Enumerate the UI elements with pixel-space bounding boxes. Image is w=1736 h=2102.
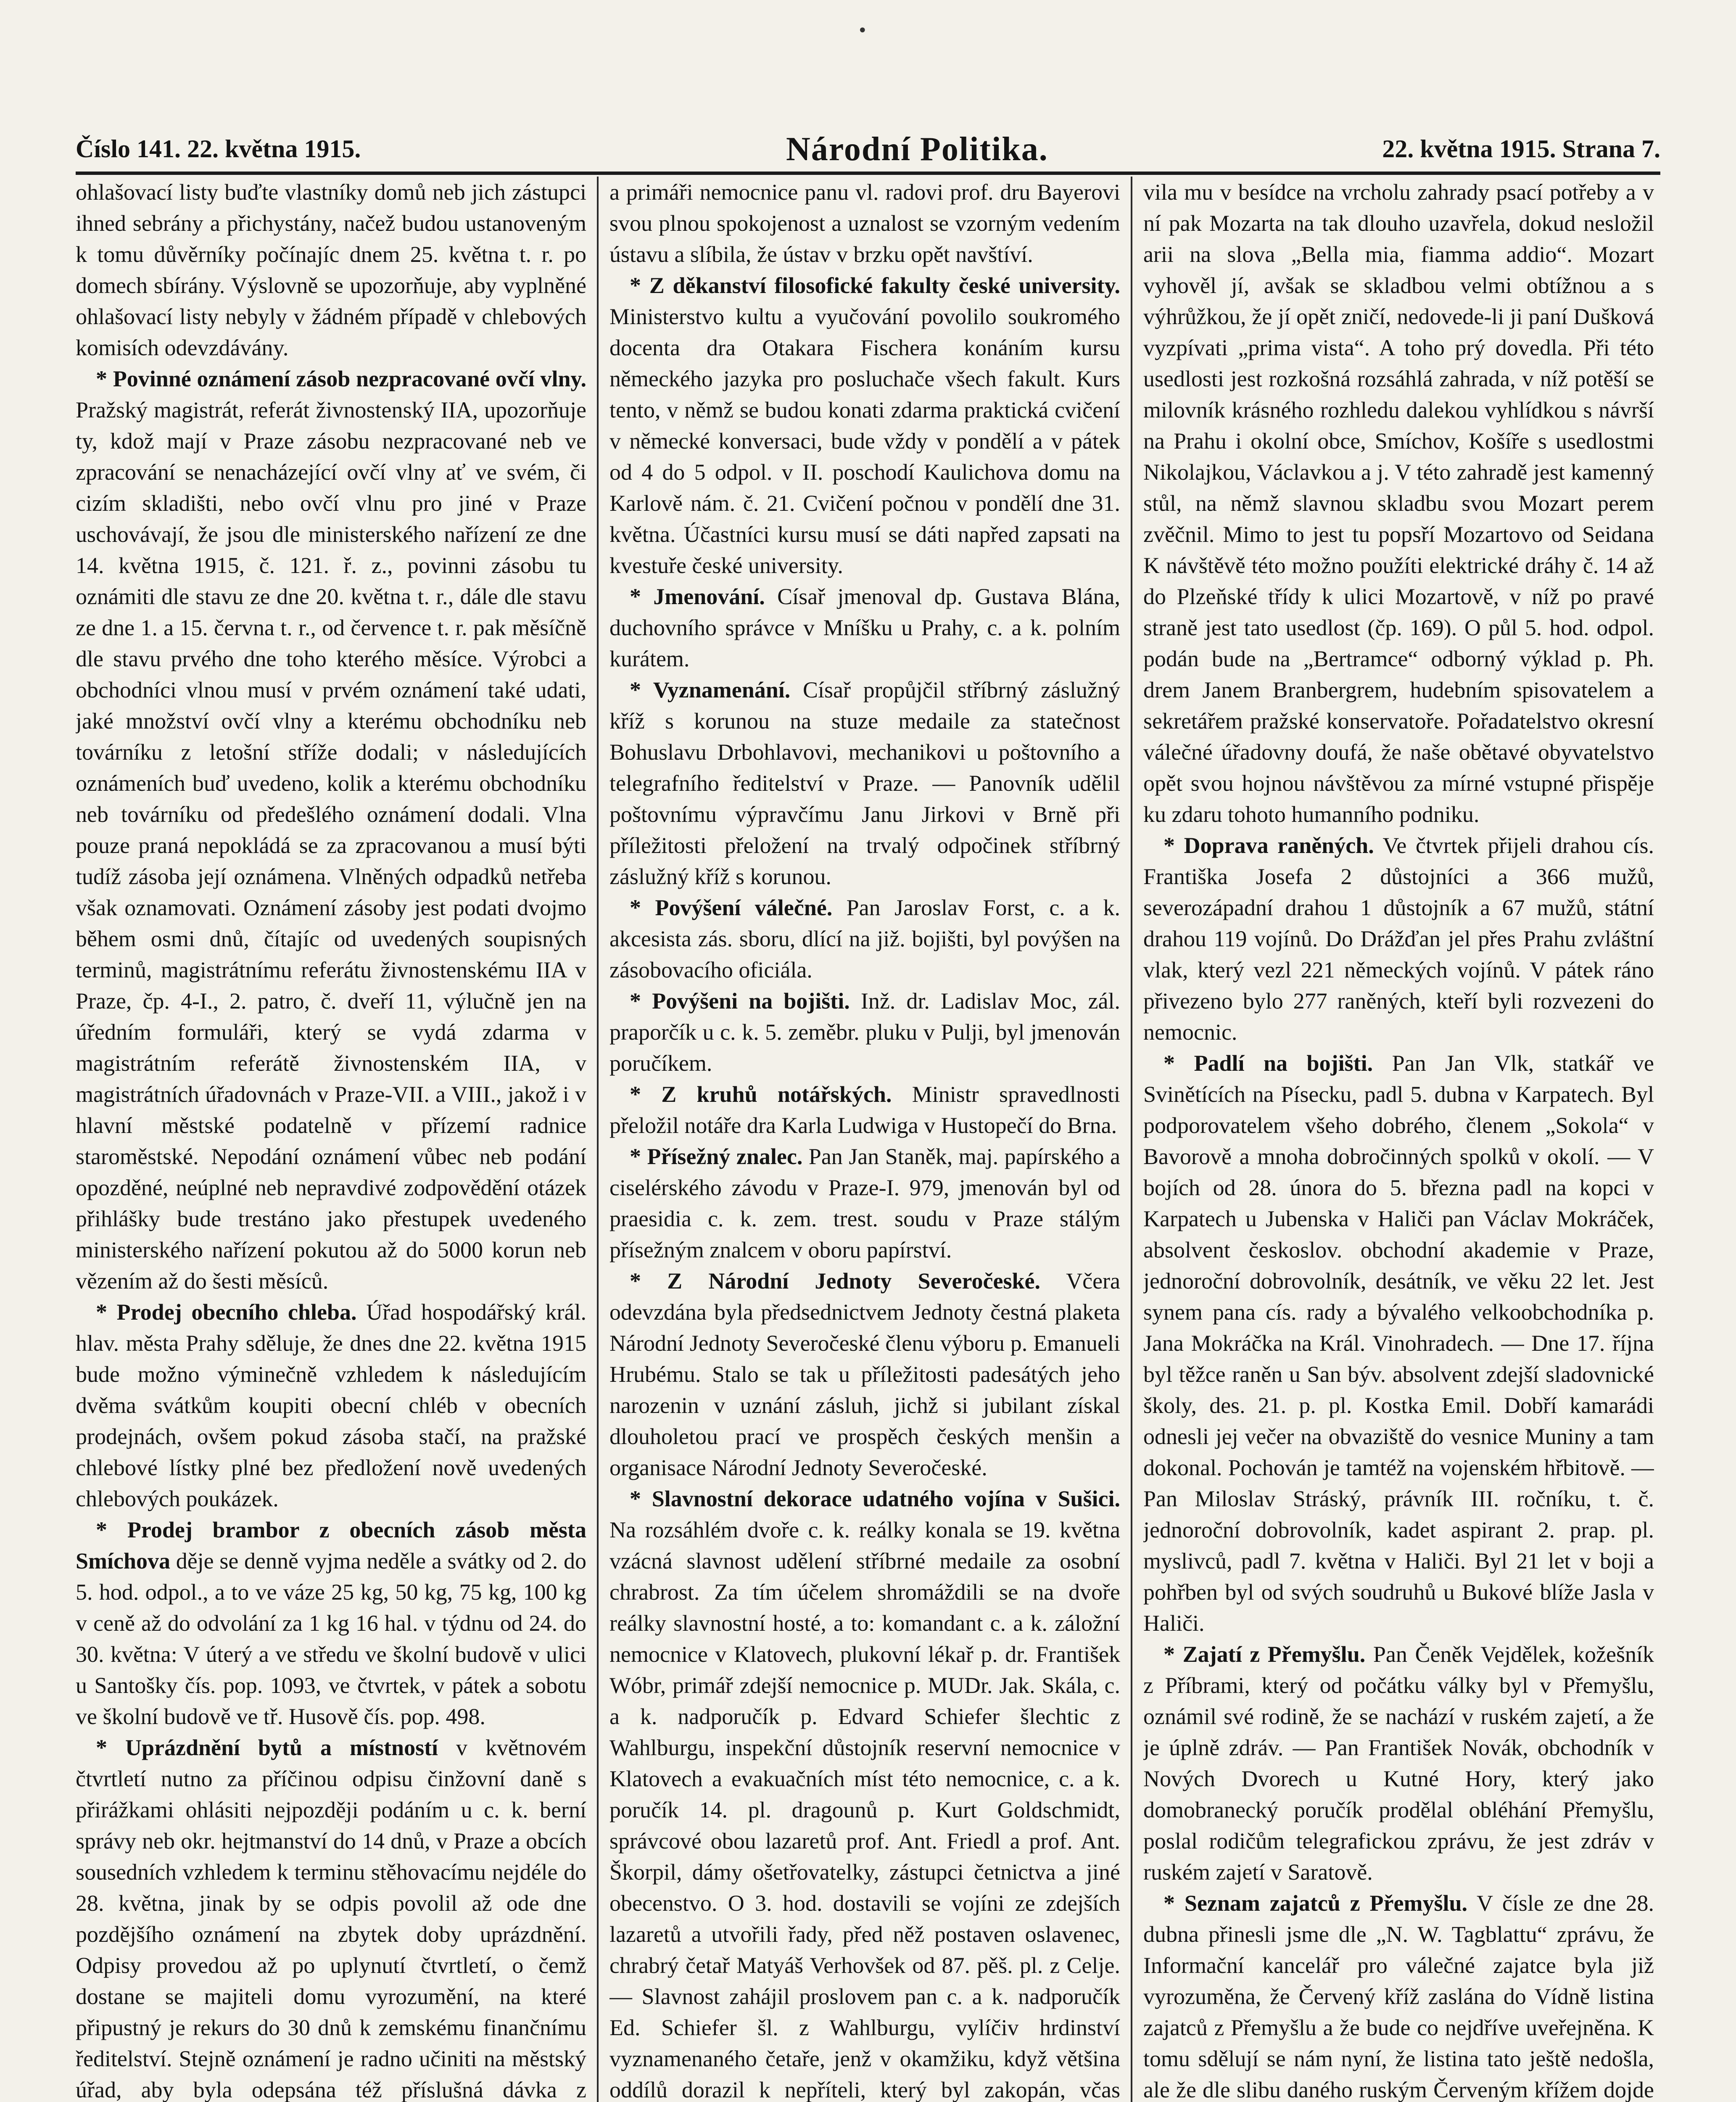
article-heading: * Z kruhů notářských. (630, 1082, 892, 1107)
article-heading: * Povýšeni na bojišti. (630, 988, 850, 1014)
article-body: Pan Jaroslav Forst, c. a k. akcesista zás. sboru, dlící na již. bojišti, byl povýšen na zásobovacího oficiála. (609, 895, 1120, 982)
column-divider (1131, 177, 1132, 2102)
article-body: Včera odevzdána byla předsednictvem Jednoty čestná plaketa Národní Jednoty Severočeské členu výboru p. Emanueli Hrubému. Stalo se tak u příležitosti padesátých jeho narozenin v uznání zásluh, jichž si jubilant získal dlouholetou prací ve prospěch českých menšin a organisace Národní Jednoty Severočeské. (609, 1268, 1120, 1480)
article-heading: * Prodej brambor z obecních zásob města Smíchova (76, 1517, 586, 1574)
issue-date: Číslo 141. 22. května 1915. (76, 135, 361, 163)
article (1143, 1048, 1654, 1639)
article-heading: * Z Národní Jednoty Severočeské. (630, 1268, 1040, 1294)
article (76, 363, 586, 1297)
article (609, 581, 1120, 674)
article (609, 985, 1120, 1079)
paragraph: ohlašovací listy buďte vlastníky domů neb jich zástupci ihned sebrány a přichystány, načež budou ustanoveným k tomu důvěrníky počínajíc dnem 25. května t. r. po domech sbírány. Výslovně se upozorňuje, aby vyplněné ohlašovací listy nebyly v žádném případě v chlebových komisích odevzdávány. (76, 180, 586, 360)
paragraph: a primáři nemocnice panu vl. radovi prof. dru Bayerovi svou plnou spokojenost a uznalost se vzorným vedením ústavu a slíbila, že ústav v brzku opět navštíví. (609, 180, 1120, 267)
article (609, 1141, 1120, 1265)
article (609, 674, 1120, 892)
article (609, 1483, 1120, 2102)
article (76, 1514, 586, 1732)
article-body: Ministr spravedlnosti přeložil notáře dra Karla Ludwiga v Hustopečí do Brna. (609, 1082, 1120, 1138)
article-body: Pražský magistrát, referát živnostenský IIA, upozorňuje ty, kdož mají v Praze zásobu nezpracované neb ve zpracování se nenacházející ovčí vlny ať ve svém, či cizím skladišti, nebo ovčí vlnu pro jiné v Praze uschovávají, že jsou dle ministerského nařízení ze dne 14. května 1915, č. 121. ř. z., povinni zásobu tu oznámiti dle stavu ze dne 20. května t. r., dále dle stavu ze dne 1. a 15. června t. r., od července t. r. pak měsíčně dle stavu prvého dne toho kterého měsíce. Výrobci a obchodníci vlnou musí v prvém oznámení také udati, jaké množství ovčí vlny a kterému obchodníku neb továrníku z letošní stříže dodali; v následujících oznámeních buď uvedeno, kolik a kterému obchodníku neb továrníku od předešlého oznámení dodali. Vlna pouze praná nepokládá se za zpracovanou a musí býti tudíž zásoba její oznámena. Vlněných odpadků netřeba však oznamovati. Oznámení zásoby jest podati dvojmo během osmi dnů, čítajíc od uvedených soupisných terminů, magistrátnímu referátu živnostenskému IIA v Praze, čp. 4-I., 2. patro, č. dveří 11, výlučně jen na úředním formuláři, který se vydá zdarma v magistrátním referátě živnostenském IIA, v magistrátních úřadovnách v Praze-VII. a VIII., jakož i v hlavní městské podatelně v přízemí radnice staroměstské. Nepodání oznámení vůbec neb podání opozděné, neúplné neb nepravdivé zodpovědění otázek přihlášky bude trestáno jako přestupek uvedeného ministerského nařízení pokutou až do 5000 korun neb vězením až do šesti měsíců. (76, 397, 586, 1294)
article-heading: * Doprava raněných. (1163, 833, 1374, 858)
article-heading: * Jmenování. (630, 584, 765, 609)
article-body: V čísle ze dne 28. dubna přinesli jsme dle „N. W. Tagblattu“ zprávu, že Informační kancelář pro válečné zajatce byla již vyrozuměna, že Červený kříž zaslána do Vídně listina zajatců z Přemyšlu a že bude co nejdříve uveřejněna. K tomu sdělují se nám nyní, že listina tato ještě nedošla, ale že dle slibu daného ruským Červeným křížem dojde (1143, 1891, 1654, 2102)
print-mark: • (857, 21, 868, 40)
article-body: v květnovém čtvrtletí nutno za příčinou odpisu činžovní daně s přirážkami ohlásiti nejpozději podáním u c. k. berní správy neb okr. hejtmanství do 14 dnů, v Praze a obcích sousedních vzhledem k terminu stěhovacímu nejdéle do 28. května, jinak by se odpis povolil až ode dne pozdějšího oznámení na zbytek doby uprázdnění. Odpisy provedou až po uplynutí čtvrtletí, o čemž dostane se majiteli domu vyrozumění, na které připustný je rekurs do 30 dnů k zemskému finančnímu ředitelství. Stejně oznámení je radno učiniti na městský úřad, aby byla odepsána též příslušná dávka z (76, 1735, 586, 2102)
article-body: Ve čtvrtek přijeli drahou cís. Františka Josefa 2 důstojníci a 366 mužů, severozápadní drahou 1 důstojník a 67 mužů, státní drahou 119 vojínů. Do Drážďan jel přes Prahu zvláštní vlak, který vezl 221 německých vojínů. V pátek ráno přivezeno bylo 277 raněných, kteří byli rozvezeni do nemocnic. (1143, 833, 1654, 1045)
article-heading: * Uprázdnění bytů a místností (96, 1735, 438, 1760)
article-body: Císař jmenoval dp. Gustava Blána, duchovního správce v Mníšku u Prahy, c. a k. polním kurátem. (609, 584, 1120, 671)
article-heading: * Povýšení válečné. (630, 895, 833, 920)
article (1143, 1888, 1654, 2102)
article (1143, 830, 1654, 1048)
column-divider (597, 177, 599, 2102)
article (1143, 1639, 1654, 1888)
article-body: Pan Jan Vlk, statkář ve Svinětících na Písecku, padl 5. dubna v Karpatech. Byl podporovatelem všeho dobrého, členem „Sokola“ v Bavorově a mnoha dobročinných spolků v okolí. — V bojích od 28. února do 5. března padl na kopci v Karpatech u Jubenska v Haliči pan Václav Mokráček, absolvent českoslov. obchodní akademie v Praze, jednoroční dobrovolník, desátník, ve věku 22 let. Jest synem pana cís. rady a bývalého velkoobchodníka p. Jana Mokráčka na Král. Vinohradech. — Dne 17. října byl těžce raněn u San býv. absolvent zdejší sladovnické školy, des. 21. p. pl. Kostka Emil. Dobří kamarádi odnesli jej večer na obvaziště do vesnice Muniny a tam dokonal. Pochován je tamtéž na vojenském hřbitově. — Pan Miloslav Stráský, právník III. ročníku, t. č. jednoroční dobrovolník, kadet aspirant 2. prap. pl. myslivců, padl 7. května v Haliči. Byl 21 let v boji a pohřben byl od svých soudruhů u Bukové blíže Jasla v Haliči. (1143, 1051, 1654, 1636)
article (609, 270, 1120, 581)
article-heading: * Zajatí z Přemyšlu. (1163, 1642, 1366, 1667)
article (76, 1732, 586, 2102)
article (609, 892, 1120, 985)
article-body: Úřad hospodářský král. hlav. města Prahy sděluje, že dnes dne 22. května 1915 bude možno výminečně vzhledem k následujícím dvěma svátkům koupiti obecní chléb v obecních prodejnách, ovšem pokud zásoba stačí, na pražské chlebové lístky plné bez předložení nově uvedených chlebových poukázek. (76, 1299, 586, 1511)
article-heading: * Slavnostní dekorace udatného vojína v Sušici. (630, 1486, 1120, 1511)
article-heading: * Povinné oznámení zásob nezpracované ovčí vlny. (96, 366, 586, 391)
article-body: Pan Jan Staněk, maj. papírského a ciselérského závodu v Praze-I. 979, jmenován byl od praesidia c. k. zem. trest. soudu v Praze stálým přísežným znalcem v oboru papírství. (609, 1144, 1120, 1262)
article (76, 1297, 586, 1514)
article (609, 1265, 1120, 1483)
article (609, 1079, 1120, 1141)
article-heading: * Přísežný znalec. (630, 1144, 803, 1169)
article-heading: * Padlí na bojišti. (1163, 1051, 1373, 1076)
article-body: děje se denně vyjma neděle a svátky od 2. do 5. hod. odpol., a to ve váze 25 kg, 50 kg, 75 kg, 100 kg v ceně až do odvolání za 1 kg 16 hal. v týdnu od 24. do 30. května: V úterý a ve středu ve školní budově v ulici u Santošky čís. pop. 1093, ve čtvrtek, v pátek a sobotu ve školní budově ve tř. Husově čís. pop. 498. (76, 1548, 586, 1729)
article-heading: * Seznam zajatců z Přemyšlu. (1163, 1891, 1468, 1916)
article-body: Císař propůjčil stříbrný záslužný kříž s korunou na stuze medaile za statečnost Bohuslavu Drbohlavovi, mechanikovi u poštovního a telegrafního ředitelství v Praze. — Panovník udělil poštovnímu výpravčímu Janu Jirkovi v Brně při příležitosti přeložení na trvalý odpočinek stříbrný záslužný kříž s korunou. (609, 677, 1120, 889)
article-heading: * Z děkanství filosofické fakulty české university. (630, 273, 1120, 298)
column-1 (76, 177, 586, 2102)
paragraph: vila mu v besídce na vrcholu zahrady psací potřeby a v ní pak Mozarta na tak dlouho uzavřela, dokud nesložil arii na slova „Bella mia, fiamma addio“. Mozart vyhověl jí, avšak se skladbou velmi obtížnou a s výhrůžkou, že jí opět zničí, nedovede-li ji paní Dušková vyzpívati „prima vista“. A toho prý dovedla. Při této usedlosti jest rozkošná rozsáhlá zahrada, v níž potěší se milovník krásného rozhledu dalekou vyhlídkou s návrší na Prahu i okolní obce, Smíchov, Košíře s usedlostmi Nikolajkou, Václavkou a j. V této zahradě jest kamenný stůl, na němž slavnou skladbu svou Mozart perem zvěčnil. Mimo to jest tu popsří Mozartovo od Seidana K návštěvě této možno použíti elektrické dráhy č. 14 až do Plzeňské třídy k ulici Mozartově, v níž po pravé straně jest tato usedlost (čp. 169). O půl 5. hod. odpol. podán bude na „Bertramce“ odborný výklad p. Ph. drem Janem Branbergrem, hudebním spisovatelem a sekretářem pražské konservatoře. Pořadatelstvo okresní válečné úřadovny doufá, že naše obětavé obyvatelstvo opět svou hojnou návštěvou za mírné vstupné přispěje ku zdaru tohoto humanního podniku. (1143, 180, 1654, 827)
article-body: Na rozsáhlém dvoře c. k. reálky konala se 19. května vzácná slavnost udělení stříbrné medaile za osobní chrabrost. Za tím účelem shromáždili se na dvoře reálky slavnostní hosté, a to: komandant c. a k. záložní nemocnice v Klatovech, plukovní lékař p. dr. František Wóbr, primář zdejší nemocnice p. MUDr. Jak. Skála, c. a k. nadporučík p. Edvard Schiefer šlechtic z Wahlburgu, inspekční důstojník reservní nemocnice v Klatovech a evakuačních míst této nemocnice, c. a k. poručík 14. pl. dragounů p. Kurt Goldschmidt, správcové obou lazaretů prof. Ant. Friedl a prof. Ant. Škorpil, dámy ošetřovatelky, zástupci četnictva a jiné obecenstvo. O 3. hod. dostavili se vojíni ze zdejších lazaretů a utvořili řady, před něž postaven oslavenec, chrabrý četař Matyáš Verhovšek od 87. pěš. pl. z Celje. — Slavnost zahájil proslovem pan c. a k. nadporučík Ed. Schiefer šl. z Wahlburgu, vylíčiv hrdinství vyznamenaného četaře, jenž v okamžiku, když většina oddílů dorazil k nepříteli, který byl zakopán, včas (609, 1517, 1120, 2102)
header-rule (76, 172, 1660, 175)
article-heading: * Prodej obecního chleba. (96, 1299, 357, 1325)
article-body: Inž. dr. Ladislav Moc, zál. praporčík u c. k. 5. zeměbr. pluku v Pulji, byl jmenován poručíkem. (609, 988, 1120, 1076)
column-2 (609, 177, 1120, 2102)
date-page: 22. května 1915. Strana 7. (1382, 135, 1660, 163)
page-header (76, 126, 1660, 172)
article-body: Ministerstvo kultu a vyučování povolilo soukromého docenta dra Otakara Fischera konáním kursu německého jazyka pro posluchače všech fakult. Kurs tento, v němž se budou konati zdarma praktická cvičení v německé konversaci, bude vždy v pondělí a v pátek od 4 do 5 odpol. v II. poschodí Kaulichova domu na Karlově nám. č. 21. Cvičení počnou v pondělí dne 31. května. Účastníci kursu musí se dáti napřed zapsati na kvestuře české university. (609, 304, 1120, 578)
article-body: Pan Čeněk Vejdělek, kožešník z Příbrami, který od počátku války byl v Přemyšlu, oznámil své rodině, že se nachází v ruském zajetí, a že je úplně zdráv. — Pan František Novák, obchodník v Nových Dvorech u Kutné Hory, který jako domobranecký poručík prodělal obléhání Přemyšlu, poslal rodičům telegrafickou zprávu, že jest zdráv v ruském zajetí v Saratově. (1143, 1642, 1654, 1885)
article-heading: * Vyznamenání. (630, 677, 791, 702)
masthead: Národní Politika. (786, 131, 1048, 168)
column-3 (1143, 177, 1654, 2102)
